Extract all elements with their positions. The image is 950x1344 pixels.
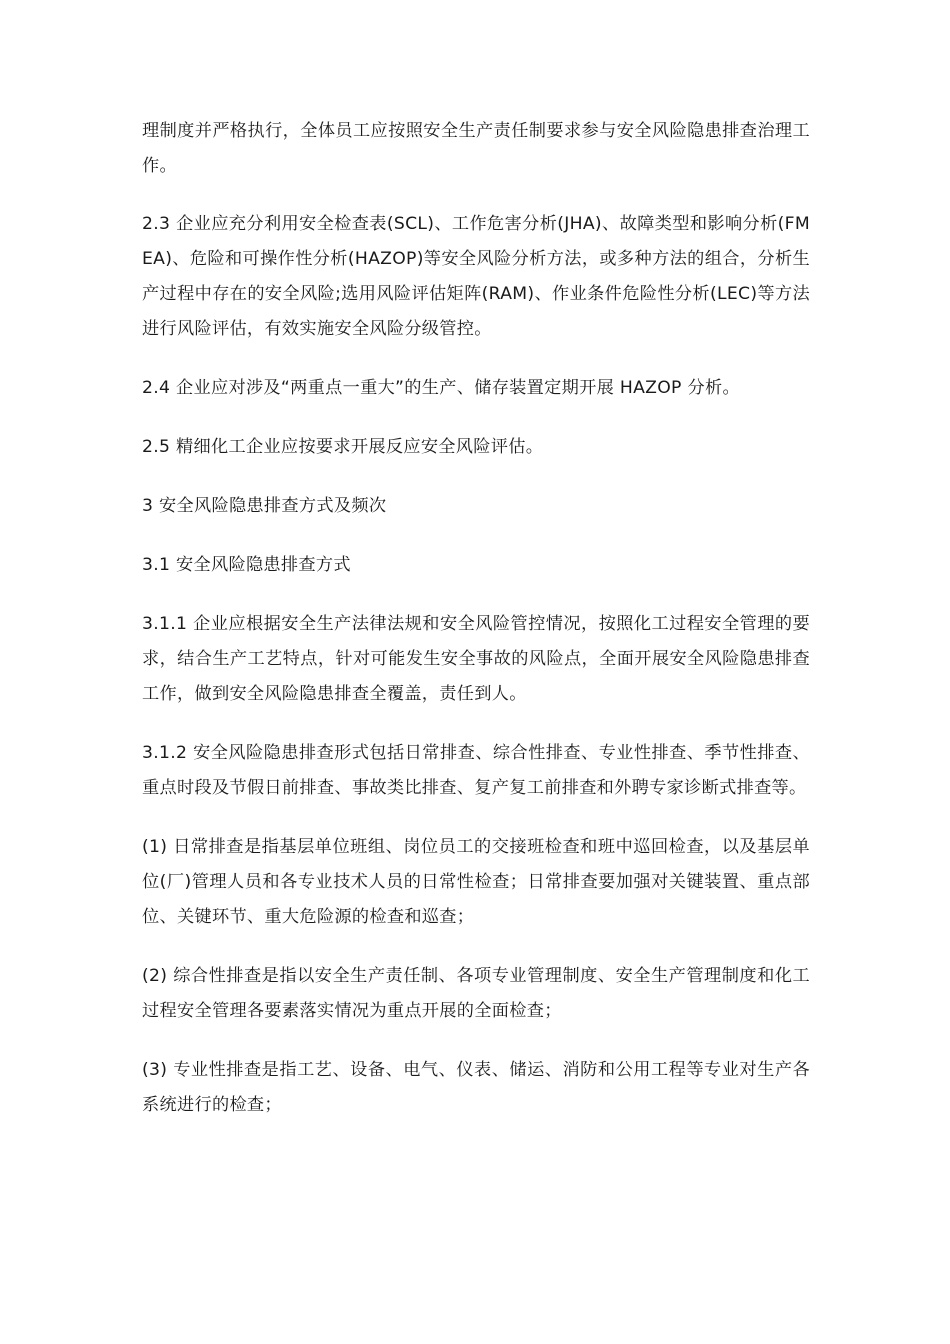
- list-item-2-comprehensive-check: (2) 综合性排查是指以安全生产责任制、各项专业管理制度、安全生产管理制度和化工过程安全管理各要素落实情况为重点开展的全面检查；: [142, 966, 810, 1021]
- paragraph-responsibility-continuation: 理制度并严格执行，全体员工应按照安全生产责任制要求参与安全风险隐患排查治理工作。: [142, 121, 810, 176]
- list-item-3-professional-check: (3) 专业性排查是指工艺、设备、电气、仪表、储运、消防和公用工程等专业对生产各系统进行的检查；: [142, 1060, 810, 1115]
- paragraph-3-1-1: 3.1.1 企业应根据安全生产法律法规和安全风险管控情况，按照化工过程安全管理的要求，结合生产工艺特点，针对可能发生安全事故的风险点，全面开展安全风险隐患排查工作，做到安全风险隐患排查全覆盖，责任到人。: [142, 614, 810, 704]
- paragraph-2-5: 2.5 精细化工企业应按要求开展反应安全风险评估。: [142, 437, 544, 457]
- paragraph-3-1-2: 3.1.2 安全风险隐患排查形式包括日常排查、综合性排查、专业性排查、季节性排查、重点时段及节假日前排查、事故类比排查、复产复工前排查和外聘专家诊断式排查等。: [142, 743, 810, 798]
- paragraph-2-3: 2.3 企业应充分利用安全检查表(SCL)、工作危害分析(JHA)、故障类型和影响分析(FMEA)、危险和可操作性分析(HAZOP)等安全风险分析方法，或多种方法的组合，分析生产过程中存在的安全风险;选用风险评估矩阵(RAM)、作业条件危险性分析(LEC)等方法进行风险评估，有效实施安全风险分级管控。: [142, 214, 810, 339]
- list-item-1-daily-check: (1) 日常排查是指基层单位班组、岗位员工的交接班检查和班中巡回检查，以及基层单位(厂)管理人员和各专业技术人员的日常性检查；日常排查要加强对关键装置、重点部位、关键环节、重大危险源的检查和巡查；: [142, 837, 810, 927]
- document-body: [142, 114, 810, 1147]
- section-heading-3-1: 3.1 安全风险隐患排查方式: [142, 555, 351, 575]
- section-heading-3: 3 安全风险隐患排查方式及频次: [142, 496, 387, 516]
- paragraph-2-4: 2.4 企业应对涉及“两重点一重大”的生产、储存装置定期开展 HAZOP 分析。: [142, 378, 740, 398]
